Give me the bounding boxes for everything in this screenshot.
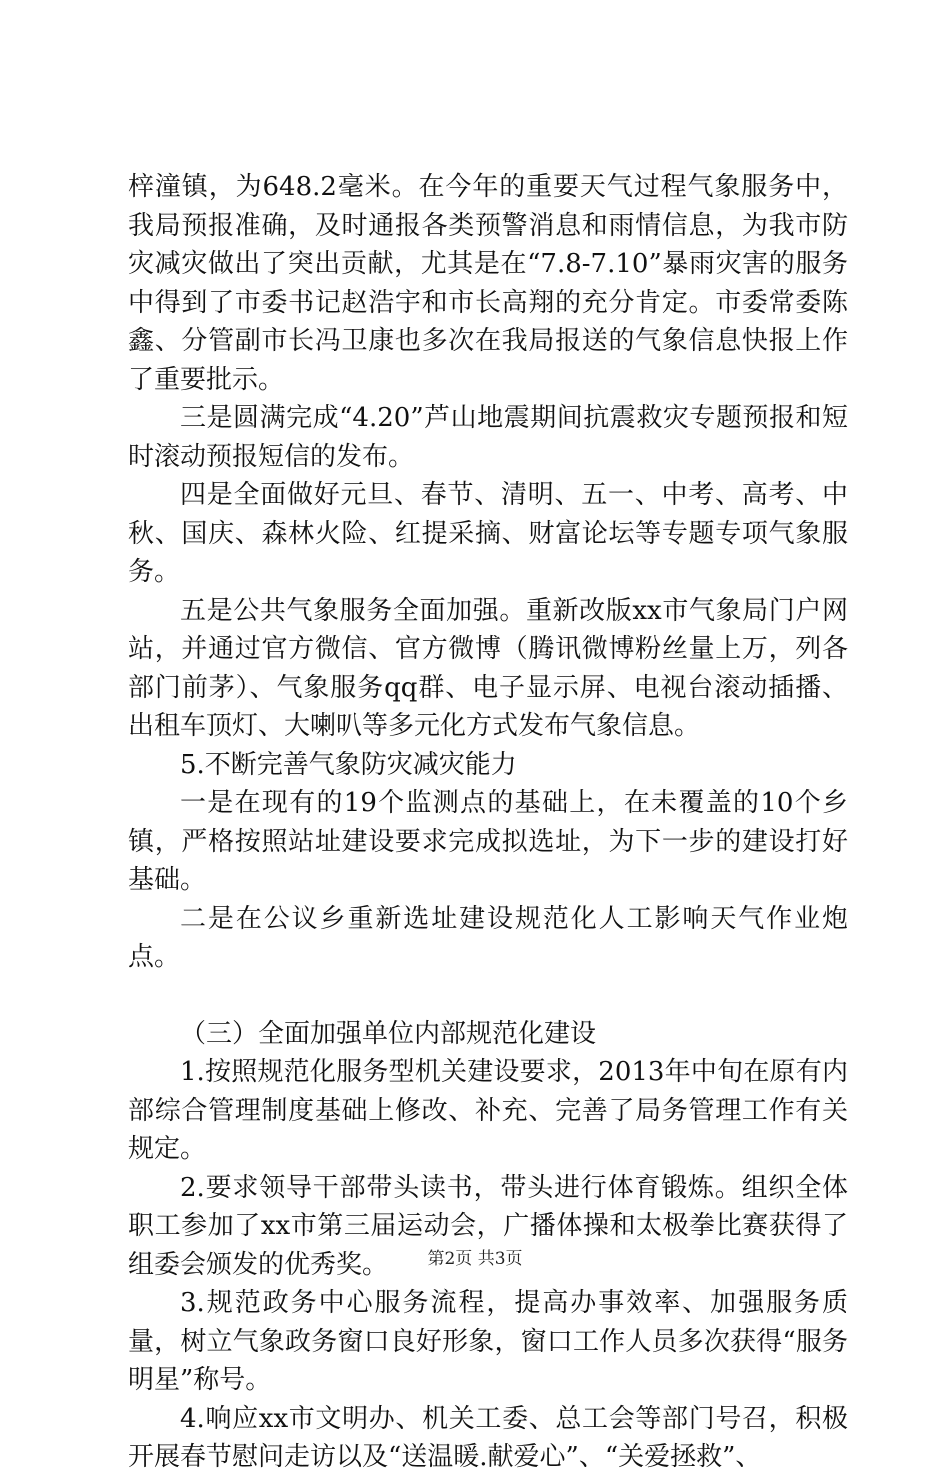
subsection-heading-5: 5.不断完善气象防灾减灾能力: [180, 749, 517, 780]
paragraph-point-two: 二是在公议乡重新选址建设规范化人工影响天气作业炮点。: [128, 903, 848, 972]
page-number-footer: 第2页 共3页: [427, 1249, 523, 1269]
document-body: [128, 168, 848, 1477]
paragraph-spacer: [128, 977, 848, 1015]
paragraph-point-one: 一是在现有的19个监测点的基础上，在未覆盖的10个乡镇，严格按照站址建设要求完成拟选址，为下一步的建设打好基础。: [128, 788, 848, 895]
list-item-2: 2.要求领导干部带头读书，带头进行体育锻炼。组织全体职工参加了xx市第三届运动会，广播体操和太极拳比赛获得了组委会颁发的优秀奖。: [128, 1172, 848, 1280]
paragraph-continuation: 梓潼镇，为648.2毫米。在今年的重要天气过程气象服务中，我局预报准确，及时通报各类预警消息和雨情信息，为我市防灾减灾做出了突出贡献，尤其是在“7.8-7.10”暴雨灾害的服务中得到了市委书记赵浩宇和市长高翔的充分肯定。市委常委陈鑫、分管副市长冯卫康也多次在我局报送的气象信息快报上作了重要批示。: [128, 172, 848, 395]
paragraph-item-three: 三是圆满完成“4.20”芦山地震期间抗震救灾专题预报和短时滚动预报短信的发布。: [128, 403, 848, 472]
paragraph-item-four: 四是全面做好元旦、春节、清明、五一、中考、高考、中秋、国庆、森林火险、红提采摘、财富论坛等专题专项气象服务。: [128, 480, 848, 587]
list-item-1: 1.按照规范化服务型机关建设要求，2013年中旬在原有内部综合管理制度基础上修改、补充、完善了局务管理工作有关规定。: [128, 1057, 848, 1164]
list-item-4: 4.响应xx市文明办、机关工委、总工会等部门号召，积极开展春节慰问走访以及“送温暖.献爱心”、“关爱拯救”、: [128, 1403, 848, 1472]
section-heading-three: （三）全面加强单位内部规范化建设: [180, 1018, 597, 1049]
list-item-3: 3.规范政务中心服务流程，提高办事效率、加强服务质量，树立气象政务窗口良好形象，窗口工作人员多次获得“服务明星”称号。: [128, 1288, 848, 1395]
paragraph-item-five: 五是公共气象服务全面加强。重新改版xx市气象局门户网站，并通过官方微信、官方微博（腾讯微博粉丝量上万，列各部门前茅）、气象服务qq群、电子显示屏、电视台滚动插播、出租车顶灯、大喇叭等多元化方式发布气象信息。: [128, 595, 848, 741]
